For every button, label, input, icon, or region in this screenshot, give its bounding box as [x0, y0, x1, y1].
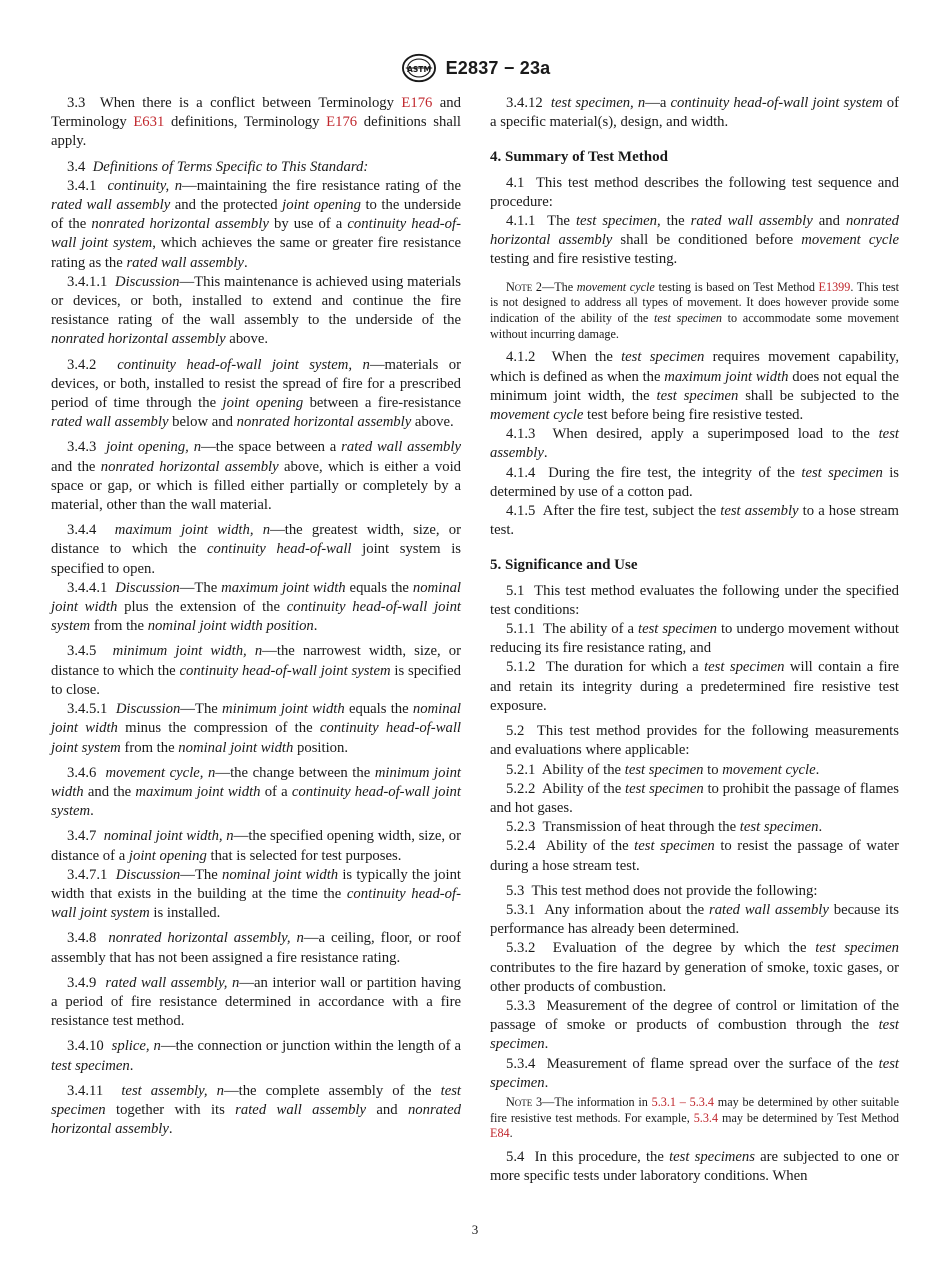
section-3-4-3: 3.4.3 joint opening, n—the space between a rated wall assembly and the nonrated horizontal assembly above, which is either a void space or gap, or which is filled either partially or completely by a material, other than the wall material.: [51, 439, 462, 514]
page-header: [0, 50, 950, 86]
ref-e84-link[interactable]: E84: [490, 1126, 510, 1141]
section-3-4-8: 3.4.8 nonrated horizontal assembly, n—a ceiling, floor, or roof assembly that has not been assigned a fire resistance rating.: [51, 930, 462, 966]
section-3-4-5-1: 3.4.5.1 Discussion—The minimum joint width equals the nominal joint width minus the compression of the continuity head-of-wall joint system from the nominal joint width position.: [51, 701, 462, 756]
note-2: Note 2—The movement cycle testing is based on Test Method E1399. This test is not designed to address all types of movement. It does however provide some indication of the ability of the test specimen to accommodate some movement without incurring damage.: [490, 279, 900, 341]
heading-section-5: 5. Significance and Use: [490, 557, 638, 574]
ref-5-3-4-link[interactable]: 5.3.4: [693, 1110, 719, 1125]
standard-designation: E2837 − 23a: [445, 57, 551, 78]
section-4-1-2: 4.1.2 When the test specimen requires movement capability, which is defined as when the maximum joint width does not equal the minimum joint width, the test specimen shall be subjected to the movement cycle test before being fire resistive tested.: [490, 349, 900, 424]
section-4-1: 4.1 This test method describes the following test sequence and procedure:: [490, 174, 899, 210]
section-3-3: 3.3 When there is a conflict between Terminology E176 and Terminology E631 definitions, Terminology E176 definitions shall apply.: [51, 95, 461, 150]
section-3-4-2: 3.4.2 continuity head-of-wall joint system, n—materials or devices, or both, installed to resist the spread of fire for a prescribed period of time through the joint opening between a fire-resistance rated wall assembly below and nonrated horizontal assembly above.: [51, 356, 462, 431]
section-3-4-5: 3.4.5 minimum joint width, n—the narrowest width, size, or distance to which the continuity head-of-wall joint system is specified to close.: [51, 643, 461, 698]
section-3-4-12: 3.4.12 test specimen, n—a continuity head-of-wall joint system of a specific material(s), design, and width.: [490, 95, 900, 131]
left-column: [51, 94, 461, 1139]
section-5-3: 5.3 This test method does not provide the following:: [506, 882, 818, 899]
section-5-1-2: 5.1.2 The duration for which a test specimen will contain a fire and retain its integrity during a predetermined fire resistive test exposure.: [490, 659, 899, 714]
section-3-4-7: 3.4.7 nominal joint width, n—the specified opening width, size, or distance of a joint opening that is selected for test purposes.: [51, 828, 462, 864]
section-4-1-1: 4.1.1 The test specimen, the rated wall assembly and nonrated horizontal assembly shall be conditioned before movement cycle testing and fire resistive testing.: [490, 213, 899, 268]
section-3-4-10: 3.4.10 splice, n—the connection or junction within the length of a test specimen.: [51, 1038, 462, 1074]
section-4-1-5: 4.1.5 After the fire test, subject the test assembly to a hose stream test.: [490, 503, 899, 539]
section-5-1: 5.1 This test method evaluates the following under the specified test conditions:: [490, 582, 899, 618]
section-3-4-6: 3.4.6 movement cycle, n—the change between the minimum joint width and the maximum joint width of a continuity head-of-wall joint system.: [51, 764, 461, 820]
section-5-2: 5.2 This test method provides for the following measurements and evaluations where applicable:: [490, 723, 899, 759]
astm-logo-icon: [400, 51, 438, 85]
section-3-4: 3.4 Definitions of Terms Specific to This Standard:: [67, 158, 369, 175]
ref-e1399-link[interactable]: E1399: [818, 279, 851, 294]
section-3-4-7-1: 3.4.7.1 Discussion—The nominal joint width is typically the joint width that exists in the building at the time the continuity head-of-wall joint system is installed.: [51, 866, 462, 922]
section-4-1-3: 4.1.3 When desired, apply a superimposed load to the test assembly.: [490, 426, 899, 462]
section-5-3-1: 5.3.1 Any information about the rated wall assembly because its performance has already been determined.: [490, 901, 899, 938]
ref-e631-link[interactable]: E631: [133, 114, 165, 131]
right-column: [490, 94, 899, 1186]
ref-e176-link[interactable]: E176: [401, 95, 433, 111]
section-5-2-3: 5.2.3 Transmission of heat through the test specimen.: [506, 819, 823, 836]
section-5-2-4: 5.2.4 Ability of the test specimen to resist the passage of water during a hose stream test.: [490, 838, 899, 874]
ref-e176-link[interactable]: E176: [326, 114, 358, 131]
section-3-4-9: 3.4.9 rated wall assembly, n—an interior wall or partition having a period of fire resistance determined in accordance with a fire resistance test method.: [51, 974, 461, 1030]
note-3: Note 3—The information in 5.3.1 – 5.3.4 may be determined by other suitable fire resistive test methods. For example, 5.3.4 may be determined by Test Method E84.: [490, 1094, 900, 1141]
section-5-1-1: 5.1.1 The ability of a test specimen to undergo movement without reducing its fire resistance rating, and: [490, 621, 899, 657]
section-5-2-1: 5.2.1 Ability of the test specimen to movement cycle.: [506, 761, 820, 778]
section-5-3-4: 5.3.4 Measurement of flame spread over the surface of the test specimen.: [490, 1055, 900, 1091]
heading-section-4: 4. Summary of Test Method: [490, 149, 668, 166]
svg-text:ASTM: ASTM: [406, 64, 431, 74]
ref-5-3-1-link[interactable]: 5.3.1 – 5.3.4: [651, 1094, 714, 1109]
section-3-4-1-1: 3.4.1.1 Discussion—This maintenance is achieved using materials or devices, or both, installed to extend and continue the fire resistance rating of the wall assembly to the underside of the nonrated horizontal assembly above.: [51, 273, 462, 348]
section-3-4-4: 3.4.4 maximum joint width, n—the greatest width, size, or distance to which the continuity head-of-wall joint system is specified to open.: [51, 522, 462, 577]
section-3-4-11: 3.4.11 test assembly, n—the complete assembly of the test specimen together with its rated wall assembly and nonrated horizontal assembly.: [51, 1082, 462, 1138]
section-5-3-2: 5.3.2 Evaluation of the degree by which the test specimen contributes to the fire hazard by generation of smoke, toxic gases, or other products of combustion.: [490, 940, 900, 995]
section-5-2-2: 5.2.2 Ability of the test specimen to prohibit the passage of flames and hot gases.: [490, 780, 900, 816]
page-number: 3: [471, 1222, 479, 1237]
section-4-1-4: 4.1.4 During the fire test, the integrity of the test specimen is determined by use of a cotton pad.: [490, 464, 900, 500]
section-5-3-3: 5.3.3 Measurement of the degree of control or limitation of the passage of smoke or products of combustion through the test specimen.: [490, 997, 899, 1053]
section-5-4: 5.4 In this procedure, the test specimens are subjected to one or more specific tests under laboratory conditions. When: [490, 1149, 899, 1185]
section-3-4-4-1: 3.4.4.1 Discussion—The maximum joint width equals the nominal joint width plus the extension of the continuity head-of-wall joint system from the nominal joint width position.: [51, 579, 461, 635]
section-3-4-1: 3.4.1 continuity, n—maintaining the fire resistance rating of the rated wall assembly and the protected joint opening to the underside of the nonrated horizontal assembly by use of a continuity head-of-wall joint system, which achieves the same or greater fire resistance rating as the rated wall assembly.: [51, 177, 461, 271]
